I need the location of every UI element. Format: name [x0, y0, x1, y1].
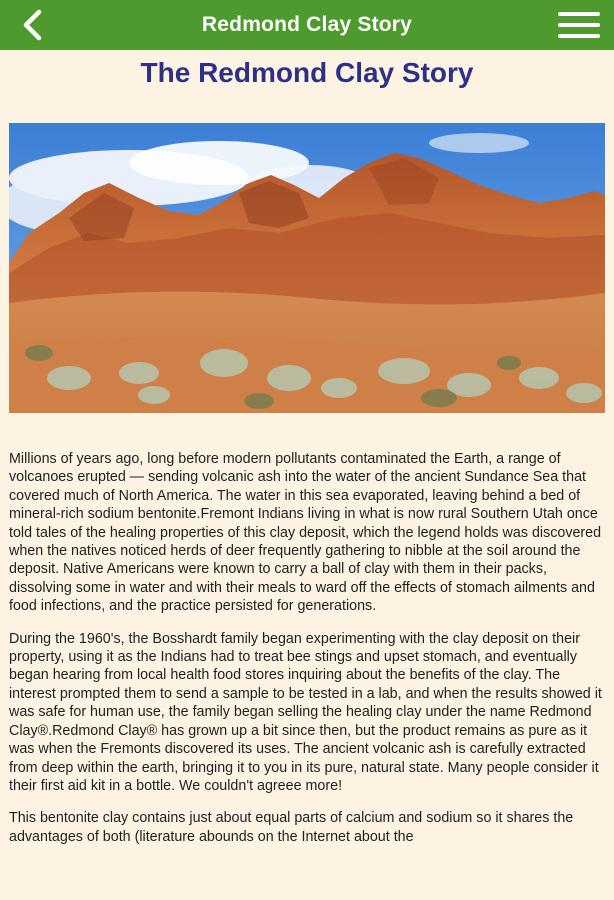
- back-button[interactable]: [14, 8, 50, 42]
- hero-image: [9, 123, 605, 413]
- article-paragraph: Millions of years ago, long before modern pollutants contaminated the Earth, a range of volcanoes erupted — sending volcanic ash into the water of the ancient Sundance Sea that covered much of North America. The water in this sea evaporated, leaving behind a bed of mineral-rich sodium bentonite.Fremont Indians living in what is now rural Southern Utah once told tales of the healing properties of this clay deposit, which the legend holds was discovered when the natives noticed herds of deer frequently gathering to nibble at the soil around the deposit. Native Americans were known to carry a ball of clay with them in their packs, dissolving some in water and with their meals to ward off the effects of stomach ailments and food infections, and the practice persisted for generations.: [9, 451, 602, 615]
- app-title: Redmond Clay Story: [201, 13, 413, 36]
- article-paragraph: During the 1960's, the Bosshardt family began experimenting with the clay deposit on their property, using it as the Indians had to treat bee stings and upset stomach, and eventually began hearing from local health food stores inquiring about the benefits of the clay. The interest prompted them to send a sample to be tested in a lab, and when the results showed it was safe for human use, the family began selling the healing clay under the name Redmond Clay®.Redmond Clay® has grown up a bit since then, but the product remains as pure as it was when the Fremonts discovered its uses. The ancient volcanic ash is carefully extracted from deep within the earth, bringing it to you in its pure, natural state. Many people consider it their first aid kit in a bottle. We couldn't agreee more!: [9, 630, 602, 794]
- menu-button[interactable]: [558, 8, 600, 42]
- article-body: [9, 450, 607, 860]
- chevron-left-icon: [21, 9, 43, 41]
- page-title: The Redmond Clay Story: [140, 57, 474, 88]
- hamburger-menu-icon: [558, 12, 600, 16]
- article-paragraph: This bentonite clay contains just about equal parts of calcium and sodium so it shares the advantages of both (literature abounds on the Internet about the: [9, 810, 574, 845]
- app-header: [0, 0, 614, 50]
